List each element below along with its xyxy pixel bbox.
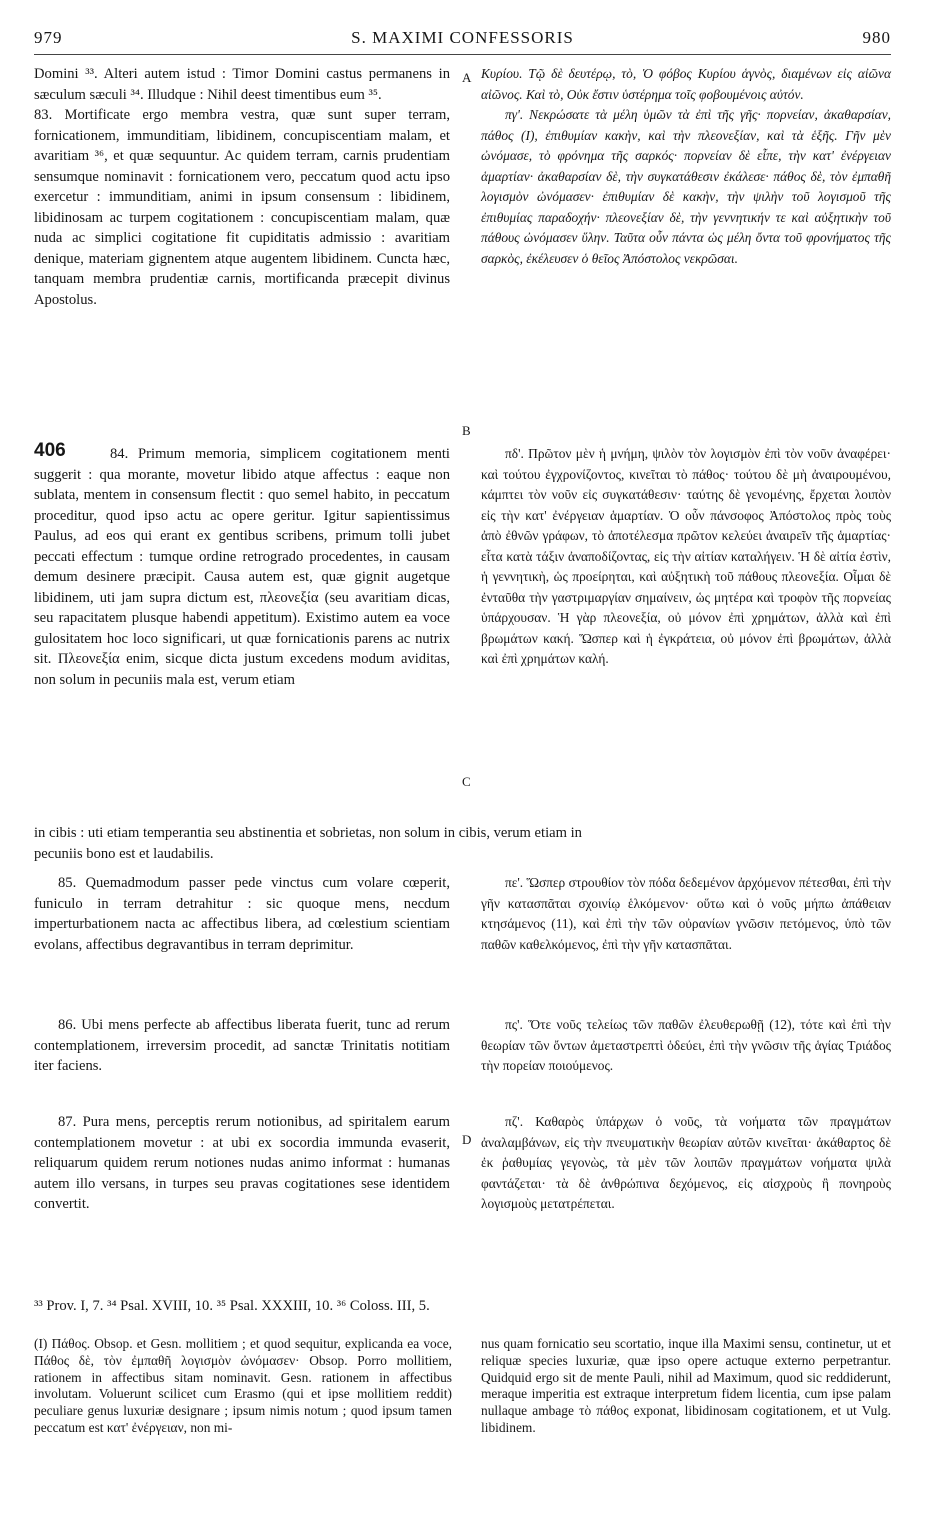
greek-p85: πε'. Ὥσπερ στρουθίον τὸν πόδα δεδεμένον ἀρχόμενον πέτεσθαι, ἐπὶ τὴν γῆν κατασπᾶται σχοινίῳ ἑλκόμενον· οὕτω καὶ ὁ νοῦς μήπω ἀπάθειαν κτησάμενος (11), καὶ ἐπὶ τὴν τῶν οὐρανίων γνῶσιν πετόμενος, ὑπὸ τῶν παθῶν καθελκόμενος, ἐπὶ τὴν γῆν κατασπᾶται.: [481, 875, 891, 952]
latin-column-p84: [34, 444, 450, 691]
greek-p84: πδ'. Πρῶτον μὲν ἡ μνήμη, ψιλὸν τὸν λογισμὸν ἐπὶ τὸν νοῦν ἀναφέρει· καὶ τούτου ἐγχρονίζοντος, κινεῖται τὸ πάθος· τούτου δὲ μὴ ἀναιρουμένου, κάμπτει τὸν νοῦν εἰς συγκατάθεσιν· ταύτης δὲ γενομένης, ἔρχεται λοιπὸν εἰς τὴν κατ' ἐνέργειαν ἁμαρτίαν. Ὁ οὖν πάνσοφος Ἀπόστολος πρὸς τοὺς ἀπὸ ἐθνῶν γράφων, τὸ ἀποτέλεσμα πρῶτον κελεύει ἀναιρεῖν τῆς ἁμαρτίας· εἶτα κατὰ τάξιν ἀναποδίζοντας, εἰς τὴν αἰτίαν καταλήγειν. Ἡ δὲ αἰτία ἐστὶν, ἡ γεννητικὴ, ὡς προείρηται, καὶ αὐξητικὴ τοῦ πάθους πλεονεξία. Οἶμαι δὲ ἐνταῦθα τὴν γαστριμαργίαν σημαίνειν, ὡς μητέρα καὶ τροφὸν τῆς πορνείας ὑπάρχουσαν. Ἡ γὰρ πλεονεξία, οὐ μόνον ἐπὶ χρημάτων, ἀλλὰ καὶ ἐπὶ βρωμάτων κακή. Ὥσπερ καὶ ἡ ἐγκράτεια, οὐ μόνον ἐπὶ βρωμάτων, ἀλλὰ καὶ ἐπὶ χρημάτων καλή.: [481, 446, 891, 667]
latin-p83: 83. Mortificate ergo membra vestra, quæ sunt super terram, fornicationem, immunditiam, libidinem, concupiscentiam malam, et avaritiam ³⁶, et quæ sequuntur. Ac quidem terram, carnis prudentiam sensumque nominavit : fornicationem vero, peccatum quod actu ipso exercetur : immunditiam, animi in ipsum consensum : libidinem, libidinosam ac turpem cogitationem : concupiscentiam malam, quæ nuda ac simplici cogitatione fit cupiditatis admissio : avaritiam denique, materiam gignentem atque augentem libidinem. Cuncta hæc, tanquam membra prudentiæ carnis, mortificanda præcepit divinus Apostolus.: [34, 107, 450, 309]
greek-column-p84: [481, 444, 891, 670]
greek-column-p85: [481, 873, 891, 955]
latin-column-p86: [34, 1015, 450, 1077]
latin-p87: 87. Pura mens, perceptis rerum notionibus, ad spiritalem earum contemplationem movetur : at ubi ex socordia immunda evaserit, reliquarum quidem rerum notiones nudas animo informat : humanas autem illo versans, in turpes seu pravas cogitationes sese identidem convertit.: [34, 1114, 450, 1213]
greek-column-upper: [481, 64, 891, 269]
greek-p83: πγ'. Νεκρώσατε τὰ μέλη ὑμῶν τὰ ἐπὶ τῆς γῆς· πορνείαν, ἀκαθαρσίαν, πάθος (I), ἐπιθυμίαν κακὴν, καὶ τὴν πλεονεξίαν, καὶ τὰ ἑξῆς. Γῆν μὲν ὠνόμασε, τὸ φρόνημα τῆς σαρκός· πορνείαν δὲ εἶπε, τὴν κατ' ἐνέργειαν ἁμαρτίαν· ἀκαθαρσίαν δὲ, τὴν συγκατάθεσιν ἐκάλεσε· πάθος δὲ, τὸν ἐμπαθῆ λογισμὸν ὠνόμασεν· ἐπιθυμίαν δὲ κακὴν, τὴν ψιλὴν τοῦ λογισμοῦ τῆς ἐπιθυμίας παραδοχήν· πλεονεξίαν δὲ, τὴν γεννητικήν τε καὶ αὐξητικὴν τοῦ πάθους ὠνόμασεν ὕλην. Ταῦτα οὖν πάντα ὡς μέλη ὄντα τοῦ φρονήματος τῆς σαρκὸς, ἐκέλευσεν ὁ θεῖος Ἀπόστολος νεκρῶσαι.: [481, 107, 891, 266]
running-title: S. MAXIMI CONFESSORIS: [351, 28, 574, 47]
margin-marker-a: A: [462, 70, 472, 85]
greek-p83-continuation: Κυρίου. Τῷ δὲ δευτέρῳ, τὸ, Ὁ φόβος Κυρίου ἁγνὸς, διαμένων εἰς αἰῶνα αἰῶνος. Καὶ τὸ, Οὐκ ἔστιν ὑστέρημα τοῖς φοβουμένοις αὐτόν.: [481, 66, 891, 102]
greek-p86: πς'. Ὅτε νοῦς τελείως τῶν παθῶν ἐλευθερωθῇ (12), τότε καὶ ἐπὶ τὴν θεωρίαν τῶν ὄντων ἀμεταστρεπτὶ ὁδεύει, ἐπὶ τὴν γνῶσιν τῆς ἁγίας Τριάδος τὴν πορείαν ποιούμενος.: [481, 1017, 891, 1074]
latin-p84: 84. Primum memoria, simplicem cogitationem menti suggerit : qua morante, movetur libido atque affectus : eaque non sublata, mentem in consensum flectit : quo semel habito, in peccatum proceditur, quod ipso actu ac opere geritur. Igitur sapientissimus Paulus, ad eos qui erant ex gentibus scribens, primum tolli jubet peccati effectum : tumque ordine retrogrado procedentes, in causam demum desinere præcipit. Causa autem est, quæ gignit augetque libidinem, uti jam supra dictum est, πλεονεξία (seu avaritiam dicas, seu rapacitatem plusque habendi appetitum). Existimo autem ea voce gulositatem hoc loco significari, ut quæ fornicationis parens ac nutrix sit. Πλεονεξία enim, sicque dicta justum excedens modum aviditas, non solum in pecuniis mala est, verum etiam: [34, 446, 450, 689]
running-header: [34, 28, 891, 54]
header-rule: [34, 54, 891, 55]
latin-p84-full-line: in cibis : uti etiam temperantia seu abstinentia et sobrietas, non solum in cibis, verum etiam in: [34, 825, 582, 841]
margin-marker-d: D: [462, 1132, 472, 1147]
latin-p84-end-block: [34, 844, 450, 865]
editorial-note-right: nus quam fornicatio seu scortatio, inque illa Maximi sensu, continetur, ut et reliquæ species luxuriæ, quæ ipso opere actuque externo perpetrantur. Quidquid ergo sit de mente Pauli, nihil ad Maximum, quod sic reddiderunt, meraque imperitia est extraque interpretum fidem licentia, cum ipse palam nullaque ambage τὸ πάθος exponat, libidinosam cogitationem, et ut Vulg. libidinem.: [481, 1336, 891, 1435]
greek-column-p87: [481, 1112, 891, 1215]
scripture-footnotes: ³³ Prov. I, 7. ³⁴ Psal. XVIII, 10. ³⁵ Psal. XXXIII, 10. ³⁶ Coloss. III, 5.: [34, 1298, 430, 1314]
latin-column-upper: [34, 64, 450, 311]
latin-p86: 86. Ubi mens perfecte ab affectibus liberata fuerit, tunc ad rerum contemplationem, irreversim procedit, ad sanctæ Trinitatis notitiam iter faciens.: [34, 1017, 450, 1075]
latin-column-p85: [34, 873, 450, 955]
latin-p85: 85. Quemadmodum passer pede vinctus cum volare cœperit, funiculo in terram detrahitur : sic quoque mens, necdum imperturbationem nacta ac affectibus libera, ad cœlestium scientiam evolans, affectibus degravantibus in terram deprimitur.: [34, 875, 450, 953]
right-page-number: 980: [862, 28, 891, 47]
greek-column-p86: [481, 1015, 891, 1077]
latin-p83-continuation: Domini ³³. Alteri autem istud : Timor Domini castus permanens in sæculum sæculi ³⁴. Illudque : Nihil deest timentibus eum ³⁵.: [34, 66, 450, 103]
margin-marker-b: B: [462, 423, 471, 438]
latin-p84-end: pecuniis bono est et laudabilis.: [34, 846, 214, 862]
editorial-note-left: (I) Πάθος. Obsop. et Gesn. mollitiem ; et quod sequitur, explicanda ea voce, Πάθος δὲ, τὸν ἐμπαθῆ λογισμὸν ὠνόμασεν· Obsop. Porro mollitiem, rationem in affectibus sitam nominavit. Gesn. rationem in affectibus involutam. Voluerunt scilicet cum Erasmo (qui et ipse mollitiem reddit) peculiare genus luxuriæ designare ; ipsum nimis notum ; quod ipsum tamen peccatum est κατ' ἐνέργειαν, non mi-: [34, 1336, 452, 1435]
patrologia-column-ref: 406: [34, 440, 66, 461]
latin-full-width-line: [34, 823, 891, 844]
margin-marker-c: C: [462, 774, 471, 789]
greek-p87: πζ'. Καθαρὸς ὑπάρχων ὁ νοῦς, τὰ νοήματα τῶν πραγμάτων ἀναλαμβάνων, εἰς τὴν πνευματικὴν θεωρίαν αὐτῶν κινεῖται· ἀκάθαρτος δὲ ἐκ ῥαθυμίας γεγονὼς, τὰ μὲν τῶν λοιπῶν πραγμάτων νοήματα ψιλὰ φαντάζεται· τὰ δὲ ἀνθρώπινα δεχόμενος, εἰς αἰσχροὺς ἢ πονηροὺς λογισμοὺς μετατρέπεται.: [481, 1114, 891, 1212]
latin-column-p87: [34, 1112, 450, 1215]
left-page-number: 979: [34, 28, 63, 47]
